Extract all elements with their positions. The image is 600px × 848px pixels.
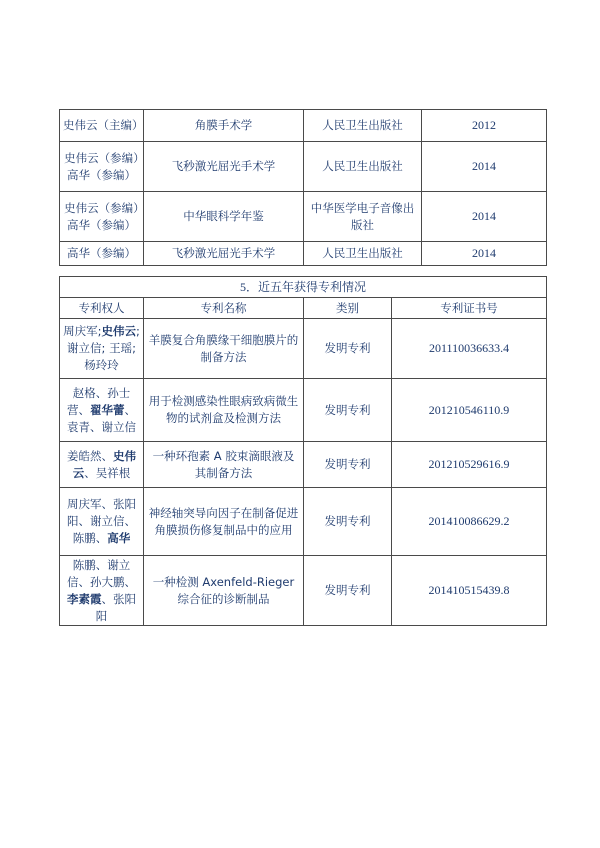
- book-author: 高华（参编）: [60, 242, 144, 266]
- table-row: [60, 242, 547, 266]
- book-author: 史伟云（参编）高华（参编）: [60, 192, 144, 242]
- table-row: [60, 319, 547, 379]
- patent-name: 用于检测感染性眼病致病微生物的试剂盒及检测方法: [144, 379, 304, 442]
- patents-table: [59, 276, 547, 626]
- book-year: 2014: [422, 242, 547, 266]
- patent-category: 发明专利: [304, 379, 392, 442]
- books-table: [59, 109, 547, 266]
- holder-part: 周庆军、张阳阳、谢立信、陈鹏、: [67, 497, 136, 545]
- holder-highlight: 史伟云: [72, 448, 136, 480]
- patent-name: 一种环孢素 A 胶束滴眼液及其制备方法: [144, 442, 304, 488]
- patent-number: 201110036633.4: [392, 319, 547, 379]
- patent-number: 201410086629.2: [392, 488, 547, 556]
- book-title: 角膜手术学: [144, 110, 304, 142]
- holder-highlight: 高华: [107, 531, 131, 545]
- table-row: [60, 488, 547, 556]
- table-row: [60, 556, 547, 626]
- patent-number: 201410515439.8: [392, 556, 547, 626]
- table-row: [60, 442, 547, 488]
- holder-part: 、袁青、谢立信: [67, 402, 136, 434]
- holder-part: 陈鹏、谢立信、孙大鹏、: [67, 557, 136, 589]
- patent-holder: [60, 488, 144, 556]
- table-row: [60, 142, 547, 192]
- book-title: 中华眼科学年鉴: [144, 192, 304, 242]
- column-header-number: 专利证书号: [392, 298, 547, 319]
- holder-part: 姜皓然、: [67, 448, 113, 463]
- patent-holder: [60, 319, 144, 379]
- section-title: 5．近五年获得专利情况: [60, 277, 547, 298]
- table-row: [60, 192, 547, 242]
- book-year: 2014: [422, 192, 547, 242]
- patent-holder: [60, 556, 144, 626]
- holder-highlight: 李素霞: [67, 591, 102, 606]
- column-header-category: 类别: [304, 298, 392, 319]
- patent-category: 发明专利: [304, 319, 392, 379]
- patent-number: 201210546110.9: [392, 379, 547, 442]
- table-row: [60, 379, 547, 442]
- patent-holder: [60, 442, 144, 488]
- book-year: 2012: [422, 110, 547, 142]
- holder-highlight: 翟华蕾: [90, 402, 125, 417]
- book-publisher: 人民卫生出版社: [304, 142, 422, 192]
- holder-part: 、吴祥根: [84, 465, 131, 480]
- holder-part: 赵格、孙士营、: [67, 385, 131, 417]
- book-year: 2014: [422, 142, 547, 192]
- section-title-row: [60, 277, 547, 298]
- holder-part: ;谢立信; 王瑶;杨玲玲: [67, 324, 140, 372]
- column-header-holder: 专利权人: [60, 298, 144, 319]
- book-title: 飞秒激光屈光手术学: [144, 142, 304, 192]
- patent-name: 一种检测 Axenfeld-Rieger 综合征的诊断制品: [144, 556, 304, 626]
- holder-part: 、张阳阳: [95, 591, 136, 623]
- patent-category: 发明专利: [304, 442, 392, 488]
- patent-name: 神经轴突导向因子在制备促进角膜损伤修复制品中的应用: [144, 488, 304, 556]
- table-row: [60, 110, 547, 142]
- book-publisher: 人民卫生出版社: [304, 242, 422, 266]
- book-title: 飞秒激光屈光手术学: [144, 242, 304, 266]
- book-publisher: 人民卫生出版社: [304, 110, 422, 142]
- holder-part: 周庆军;: [63, 324, 102, 338]
- patent-holder: [60, 379, 144, 442]
- patent-category: 发明专利: [304, 556, 392, 626]
- table-header-row: [60, 298, 547, 319]
- patent-number: 201210529616.9: [392, 442, 547, 488]
- column-header-name: 专利名称: [144, 298, 304, 319]
- book-publisher: 中华医学电子音像出版社: [304, 192, 422, 242]
- book-author: 史伟云（主编）: [60, 110, 144, 142]
- holder-highlight: 史伟云: [101, 324, 136, 338]
- patent-name: 羊膜复合角膜缘干细胞膜片的制备方法: [144, 319, 304, 379]
- patent-category: 发明专利: [304, 488, 392, 556]
- book-author: 史伟云（参编）高华（参编）: [60, 142, 144, 192]
